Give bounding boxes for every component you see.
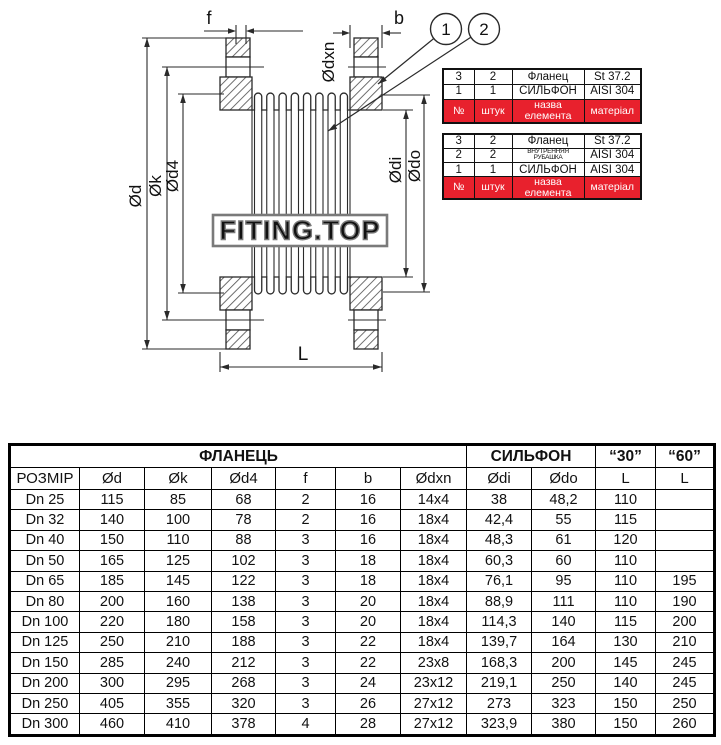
table-cell: 150 xyxy=(80,530,145,550)
table-cell: 22 xyxy=(336,653,401,673)
table-cell: 60,3 xyxy=(467,551,532,571)
table-cell: 140 xyxy=(80,510,145,530)
parts-cell: Фланец xyxy=(512,69,584,84)
callout-2: 2 xyxy=(479,20,489,39)
table-cell: 55 xyxy=(532,510,596,530)
table-cell: 188 xyxy=(212,632,276,652)
table-cell: 114,3 xyxy=(467,612,532,632)
dim-label-L: L xyxy=(297,344,309,365)
table-cell: 168,3 xyxy=(467,653,532,673)
parts-cell: AISI 304 xyxy=(584,163,641,177)
table-cell: 3 xyxy=(276,551,336,571)
table-cell: 200 xyxy=(80,591,145,611)
table-cell: 2 xyxy=(276,510,336,530)
table-cell: 18x4 xyxy=(401,510,467,530)
table-cell: 18x4 xyxy=(401,530,467,550)
table-cell: 3 xyxy=(276,571,336,591)
table-cell: 3 xyxy=(276,693,336,713)
parts-header-cell: матеріал xyxy=(584,177,641,200)
column-header: Ød xyxy=(80,468,145,490)
table-cell: 42,4 xyxy=(467,510,532,530)
watermark xyxy=(213,215,387,246)
parts-cell: AISI 304 xyxy=(584,84,641,99)
table-cell xyxy=(656,490,715,510)
table-row xyxy=(10,530,715,550)
table-cell: 150 xyxy=(596,693,656,713)
parts-cell: 2 xyxy=(474,134,512,148)
table-cell: 111 xyxy=(532,591,596,611)
table-cell: 3 xyxy=(276,673,336,693)
table-cell: 160 xyxy=(145,591,212,611)
callout-1: 1 xyxy=(441,20,451,39)
table-cell: 405 xyxy=(80,693,145,713)
table-cell: 150 xyxy=(596,714,656,736)
bellows-convolution-lines xyxy=(252,110,350,277)
table-cell: 100 xyxy=(145,510,212,530)
table-cell: 165 xyxy=(80,551,145,571)
parts-header-cell: № xyxy=(443,99,474,123)
table-cell: 20 xyxy=(336,591,401,611)
table-cell: 140 xyxy=(532,612,596,632)
table-cell: 18x4 xyxy=(401,571,467,591)
table-cell: 115 xyxy=(596,612,656,632)
column-header: Ødo xyxy=(532,468,596,490)
dim-label-f: f xyxy=(206,8,212,28)
table-cell: 145 xyxy=(596,653,656,673)
table-cell: 140 xyxy=(596,673,656,693)
table-cell: 102 xyxy=(212,551,276,571)
row-size-label: Dn 65 xyxy=(10,571,80,591)
row-size-label: Dn 100 xyxy=(10,612,80,632)
table-cell: 24 xyxy=(336,673,401,693)
dim-label-b: b xyxy=(393,8,405,28)
group-header: СИЛЬФОН xyxy=(467,445,596,468)
table-cell: 68 xyxy=(212,490,276,510)
row-size-label: Dn 300 xyxy=(10,714,80,736)
table-row xyxy=(10,612,715,632)
table-cell: 138 xyxy=(212,591,276,611)
table-cell: 23x8 xyxy=(401,653,467,673)
table-row xyxy=(10,673,715,693)
table-row xyxy=(10,653,715,673)
table-cell: 3 xyxy=(276,591,336,611)
table-row xyxy=(10,510,715,530)
parts-cell: 1 xyxy=(474,84,512,99)
table-cell: 250 xyxy=(656,693,715,713)
table-cell: 120 xyxy=(596,530,656,550)
table-cell: 115 xyxy=(596,510,656,530)
table-row xyxy=(10,490,715,510)
dim-label-d4: Ød4 xyxy=(163,159,182,193)
table-row xyxy=(10,551,715,571)
dim-label-dxn: Ødxn xyxy=(319,41,338,83)
group-header: ФЛАНЕЦЬ xyxy=(10,445,467,468)
table-cell: 200 xyxy=(532,653,596,673)
parts-cell: 1 xyxy=(443,163,474,177)
table-cell: 18 xyxy=(336,551,401,571)
table-cell: 110 xyxy=(596,490,656,510)
table-row xyxy=(10,714,715,736)
parts-cell: СИЛЬФОН xyxy=(512,84,584,99)
table-cell: 210 xyxy=(145,632,212,652)
table-cell: 16 xyxy=(336,490,401,510)
table-cell: 3 xyxy=(276,530,336,550)
parts-table-1 xyxy=(442,68,642,124)
parts-cell: St 37.2 xyxy=(584,134,641,148)
table-cell: 158 xyxy=(212,612,276,632)
table-cell: 210 xyxy=(656,632,715,652)
column-header: b xyxy=(336,468,401,490)
column-header: Ød4 xyxy=(212,468,276,490)
table-cell: 110 xyxy=(596,591,656,611)
parts-cell: 3 xyxy=(443,69,474,84)
parts-cell: 1 xyxy=(474,163,512,177)
table-row xyxy=(10,632,715,652)
table-cell: 355 xyxy=(145,693,212,713)
table-cell: 245 xyxy=(656,673,715,693)
column-header: Øk xyxy=(145,468,212,490)
table-cell: 18x4 xyxy=(401,551,467,571)
parts-header-cell: матеріал xyxy=(584,99,641,123)
table-cell: 2 xyxy=(276,490,336,510)
table-cell: 27x12 xyxy=(401,693,467,713)
table-cell: 378 xyxy=(212,714,276,736)
parts-header-cell: № xyxy=(443,177,474,200)
row-size-label: Dn 150 xyxy=(10,653,80,673)
table-cell: 4 xyxy=(276,714,336,736)
parts-cell: 2 xyxy=(474,69,512,84)
table-cell: 273 xyxy=(467,693,532,713)
column-header: L xyxy=(656,468,715,490)
group-header: “30” xyxy=(596,445,656,468)
table-cell: 110 xyxy=(596,571,656,591)
left-flange-lower xyxy=(220,277,252,349)
table-cell: 115 xyxy=(80,490,145,510)
table-cell xyxy=(656,551,715,571)
row-size-label: Dn 50 xyxy=(10,551,80,571)
table-cell: 28 xyxy=(336,714,401,736)
table-cell: 60 xyxy=(532,551,596,571)
table-cell: 245 xyxy=(656,653,715,673)
table-cell: 76,1 xyxy=(467,571,532,591)
callouts xyxy=(431,14,500,45)
table-cell: 180 xyxy=(145,612,212,632)
table-cell: 48,3 xyxy=(467,530,532,550)
table-cell: 20 xyxy=(336,612,401,632)
table-cell: 380 xyxy=(532,714,596,736)
group-header: “60” xyxy=(656,445,715,468)
table-cell: 250 xyxy=(80,632,145,652)
row-size-label: Dn 40 xyxy=(10,530,80,550)
dimension-labels xyxy=(126,8,424,365)
table-cell: 220 xyxy=(80,612,145,632)
table-cell: 285 xyxy=(80,653,145,673)
table-cell: 88,9 xyxy=(467,591,532,611)
table-cell xyxy=(656,530,715,550)
table-cell: 3 xyxy=(276,632,336,652)
table-cell: 323 xyxy=(532,693,596,713)
table-cell: 3 xyxy=(276,653,336,673)
row-size-label: Dn 250 xyxy=(10,693,80,713)
table-cell: 16 xyxy=(336,510,401,530)
column-header: L xyxy=(596,468,656,490)
table-cell: 110 xyxy=(145,530,212,550)
parts-cell: 2 xyxy=(443,148,474,163)
column-header: Ødi xyxy=(467,468,532,490)
table-cell: 27x12 xyxy=(401,714,467,736)
column-header: f xyxy=(276,468,336,490)
table-cell: 22 xyxy=(336,632,401,652)
table-cell: 18x4 xyxy=(401,612,467,632)
table-cell: 26 xyxy=(336,693,401,713)
table-cell: 300 xyxy=(80,673,145,693)
table-cell: 14x4 xyxy=(401,490,467,510)
parts-cell: 3 xyxy=(443,134,474,148)
parts-cell: 2 xyxy=(474,148,512,163)
table-cell: 95 xyxy=(532,571,596,591)
table-cell: 260 xyxy=(656,714,715,736)
table-cell: 122 xyxy=(212,571,276,591)
parts-header-cell: штук xyxy=(474,177,512,200)
table-cell: 460 xyxy=(80,714,145,736)
column-header: Ødxn xyxy=(401,468,467,490)
table-cell: 323,9 xyxy=(467,714,532,736)
table-cell: 250 xyxy=(532,673,596,693)
bellows-top-profile xyxy=(252,93,350,110)
row-size-label: Dn 25 xyxy=(10,490,80,510)
table-cell: 185 xyxy=(80,571,145,591)
row-size-label: Dn 32 xyxy=(10,510,80,530)
table-cell: 200 xyxy=(656,612,715,632)
column-header: РОЗМІР xyxy=(10,468,80,490)
row-size-label: Dn 125 xyxy=(10,632,80,652)
parts-cell: St 37.2 xyxy=(584,69,641,84)
table-row xyxy=(10,571,715,591)
table-cell: 18x4 xyxy=(401,591,467,611)
table-cell xyxy=(656,510,715,530)
left-flange-upper xyxy=(220,38,252,110)
table-cell: 88 xyxy=(212,530,276,550)
table-cell: 130 xyxy=(596,632,656,652)
table-cell: 195 xyxy=(656,571,715,591)
table-cell: 38 xyxy=(467,490,532,510)
table-cell: 240 xyxy=(145,653,212,673)
parts-cell: Фланец xyxy=(512,134,584,148)
dim-label-di: Ødi xyxy=(386,156,405,184)
table-cell: 18 xyxy=(336,571,401,591)
table-cell: 219,1 xyxy=(467,673,532,693)
table-cell: 268 xyxy=(212,673,276,693)
dim-label-d: Ød xyxy=(126,184,145,208)
table-cell: 212 xyxy=(212,653,276,673)
parts-header-cell: назва елемента xyxy=(512,177,584,200)
table-cell: 295 xyxy=(145,673,212,693)
table-cell: 48,2 xyxy=(532,490,596,510)
table-cell: 320 xyxy=(212,693,276,713)
bellows-bottom-profile xyxy=(252,277,350,294)
parts-cell: СИЛЬФОН xyxy=(512,163,584,177)
table-cell: 23x12 xyxy=(401,673,467,693)
row-size-label: Dn 80 xyxy=(10,591,80,611)
table-cell: 139,7 xyxy=(467,632,532,652)
table-cell: 110 xyxy=(596,551,656,571)
table-row xyxy=(10,591,715,611)
parts-header-cell: штук xyxy=(474,99,512,123)
table-row xyxy=(10,693,715,713)
table-cell: 85 xyxy=(145,490,212,510)
parts-cell: ВНУТРЕННЯЯ РУБАШКА xyxy=(512,148,584,163)
dim-label-do: Ødo xyxy=(405,149,424,183)
table-cell: 18x4 xyxy=(401,632,467,652)
table-cell: 3 xyxy=(276,612,336,632)
table-cell: 164 xyxy=(532,632,596,652)
dim-label-k: Øk xyxy=(146,175,165,197)
parts-cell: 1 xyxy=(443,84,474,99)
table-cell: 16 xyxy=(336,530,401,550)
watermark-text: FITING.TOP xyxy=(219,215,381,246)
table-cell: 190 xyxy=(656,591,715,611)
row-size-label: Dn 200 xyxy=(10,673,80,693)
table-cell: 145 xyxy=(145,571,212,591)
right-flange-lower xyxy=(350,277,382,349)
parts-header-cell: назва елемента xyxy=(512,99,584,123)
size-table xyxy=(8,443,716,737)
table-cell: 61 xyxy=(532,530,596,550)
parts-table-2 xyxy=(442,133,642,200)
parts-cell: AISI 304 xyxy=(584,148,641,163)
table-cell: 410 xyxy=(145,714,212,736)
table-cell: 125 xyxy=(145,551,212,571)
table-cell: 78 xyxy=(212,510,276,530)
